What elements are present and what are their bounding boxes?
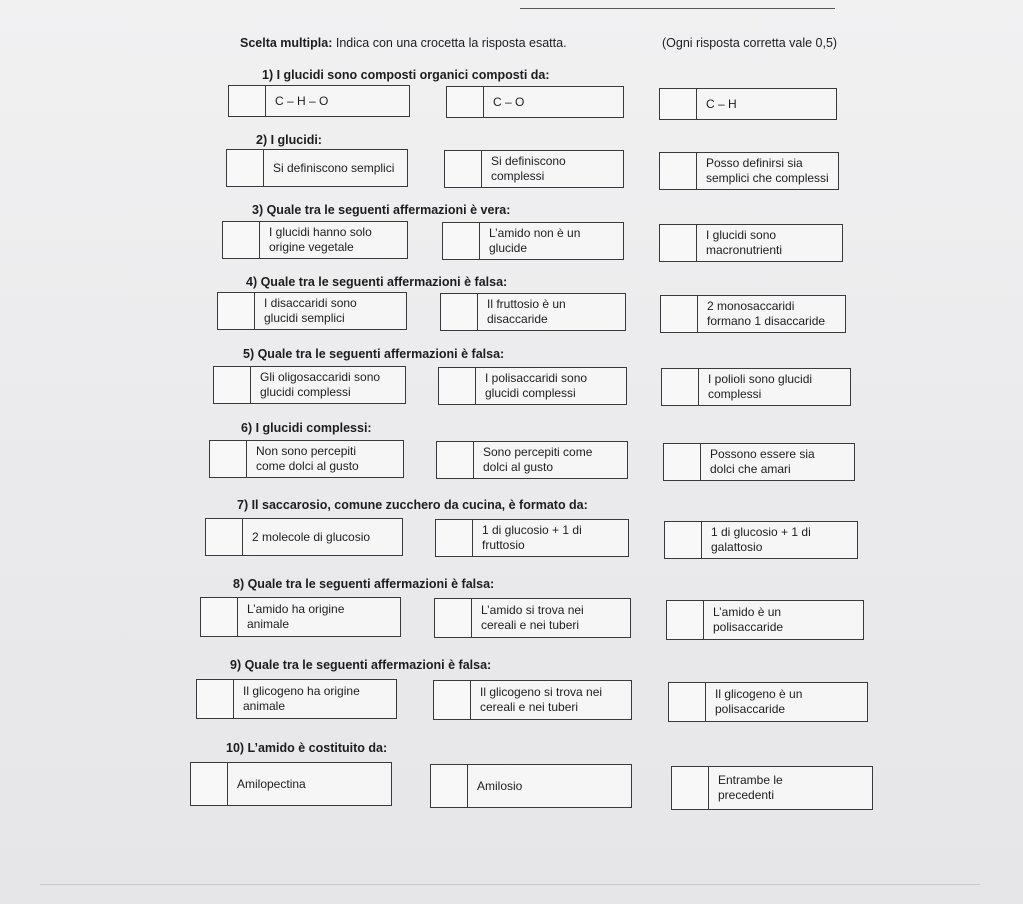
question-9-option-c[interactable]: Il glicogeno è un polisaccaride: [668, 682, 868, 722]
question-10-label: 10) L’amido è costituito da:: [226, 741, 388, 755]
checkbox[interactable]: [447, 87, 484, 117]
checkbox[interactable]: [214, 367, 251, 403]
checkbox[interactable]: [441, 294, 478, 330]
question-3-option-a[interactable]: I glucidi hanno solo origine vegetale: [222, 221, 408, 259]
checkbox[interactable]: [662, 369, 699, 405]
question-4-option-c[interactable]: 2 monosaccaridi formano 1 disaccaride: [660, 295, 846, 333]
question-3-label: 3) Quale tra le seguenti affermazioni è vera:: [252, 203, 511, 217]
question-6-label: 6) I glucidi complessi:: [241, 421, 372, 435]
question-5-option-c[interactable]: I polioli sono glucidi complessi: [661, 368, 851, 406]
checkbox[interactable]: [661, 296, 698, 332]
question-8-option-c[interactable]: L’amido è un polisaccaride: [666, 600, 864, 640]
question-4-label: 4) Quale tra le seguenti affermazioni è falsa:: [246, 275, 508, 289]
checkbox[interactable]: [436, 520, 473, 556]
instructions-bold: Scelta multipla:: [240, 36, 333, 50]
checkbox[interactable]: [227, 150, 264, 186]
question-8-option-b[interactable]: L’amido si trova nei cereali e nei tuberi: [434, 598, 631, 638]
bottom-faint-rule: [40, 884, 980, 885]
checkbox[interactable]: [229, 86, 266, 116]
question-8-label: 8) Quale tra le seguenti affermazioni è falsa:: [233, 577, 495, 591]
checkbox[interactable]: [437, 442, 474, 478]
top-rule: [520, 8, 835, 9]
checkbox[interactable]: [206, 519, 243, 555]
checkbox[interactable]: [210, 441, 247, 477]
scoring-note: (Ogni risposta corretta vale 0,5): [662, 36, 838, 50]
question-2-label: 2) I glucidi:: [256, 133, 322, 147]
question-10-option-b[interactable]: Amilosio: [430, 764, 632, 808]
question-4-option-b[interactable]: Il fruttosio è un disaccaride: [440, 293, 626, 331]
question-2-option-b[interactable]: Si definiscono complessi: [444, 150, 624, 188]
question-6-option-b[interactable]: Sono percepiti come dolci al gusto: [436, 441, 628, 479]
instructions-text: Indica con una crocetta la risposta esatta.: [332, 36, 567, 50]
checkbox[interactable]: [672, 767, 709, 809]
question-5-option-b[interactable]: I polisaccaridi sono glucidi complessi: [438, 367, 627, 405]
question-7-option-c[interactable]: 1 di glucosio + 1 di galattosio: [664, 521, 858, 559]
question-6-option-a[interactable]: Non sono percepiti come dolci al gusto: [209, 440, 404, 478]
checkbox[interactable]: [223, 222, 260, 258]
question-1-option-a[interactable]: C – H – O: [228, 85, 410, 117]
checkbox[interactable]: [218, 293, 255, 329]
question-8-option-a[interactable]: L’amido ha origine animale: [200, 597, 401, 637]
instructions: [240, 36, 567, 50]
question-6-option-c[interactable]: Possono essere sia dolci che amari: [663, 443, 855, 481]
question-3-option-c[interactable]: I glucidi sono macronutrienti: [659, 224, 843, 262]
checkbox[interactable]: [434, 681, 471, 719]
question-2-option-a[interactable]: Si definiscono semplici: [226, 149, 408, 187]
checkbox[interactable]: [664, 444, 701, 480]
checkbox[interactable]: [665, 522, 702, 558]
checkbox[interactable]: [197, 680, 234, 718]
question-7-option-b[interactable]: 1 di glucosio + 1 di fruttosio: [435, 519, 629, 557]
checkbox[interactable]: [201, 598, 238, 636]
question-10-option-c[interactable]: Entrambe le precedenti: [671, 766, 873, 810]
question-1-label: 1) I glucidi sono composti organici composti da:: [262, 68, 550, 82]
question-3-option-b[interactable]: L’amido non è un glucide: [442, 222, 624, 260]
checkbox[interactable]: [660, 89, 697, 119]
question-4-option-a[interactable]: I disaccaridi sono glucidi semplici: [217, 292, 407, 330]
checkbox[interactable]: [660, 225, 697, 261]
checkbox[interactable]: [435, 599, 472, 637]
question-7-option-a[interactable]: 2 molecole di glucosio: [205, 518, 403, 556]
checkbox[interactable]: [669, 683, 706, 721]
question-1-option-b[interactable]: C – O: [446, 86, 624, 118]
checkbox[interactable]: [445, 151, 482, 187]
question-10-option-a[interactable]: Amilopectina: [190, 762, 392, 806]
checkbox[interactable]: [191, 763, 228, 805]
question-1-option-c[interactable]: C – H: [659, 88, 837, 120]
question-9-option-b[interactable]: Il glicogeno si trova nei cereali e nei tuberi: [433, 680, 632, 720]
checkbox[interactable]: [431, 765, 468, 807]
checkbox[interactable]: [660, 153, 697, 189]
checkbox[interactable]: [439, 368, 476, 404]
question-9-option-a[interactable]: Il glicogeno ha origine animale: [196, 679, 397, 719]
checkbox[interactable]: [443, 223, 480, 259]
question-2-option-c[interactable]: Posso definirsi sia semplici che complessi: [659, 152, 839, 190]
question-9-label: 9) Quale tra le seguenti affermazioni è falsa:: [230, 658, 492, 672]
question-5-option-a[interactable]: Gli oligosaccaridi sono glucidi complessi: [213, 366, 406, 404]
question-5-label: 5) Quale tra le seguenti affermazioni è falsa:: [243, 347, 505, 361]
question-7-label: 7) Il saccarosio, comune zucchero da cucina, è formato da:: [237, 498, 588, 512]
checkbox[interactable]: [667, 601, 704, 639]
